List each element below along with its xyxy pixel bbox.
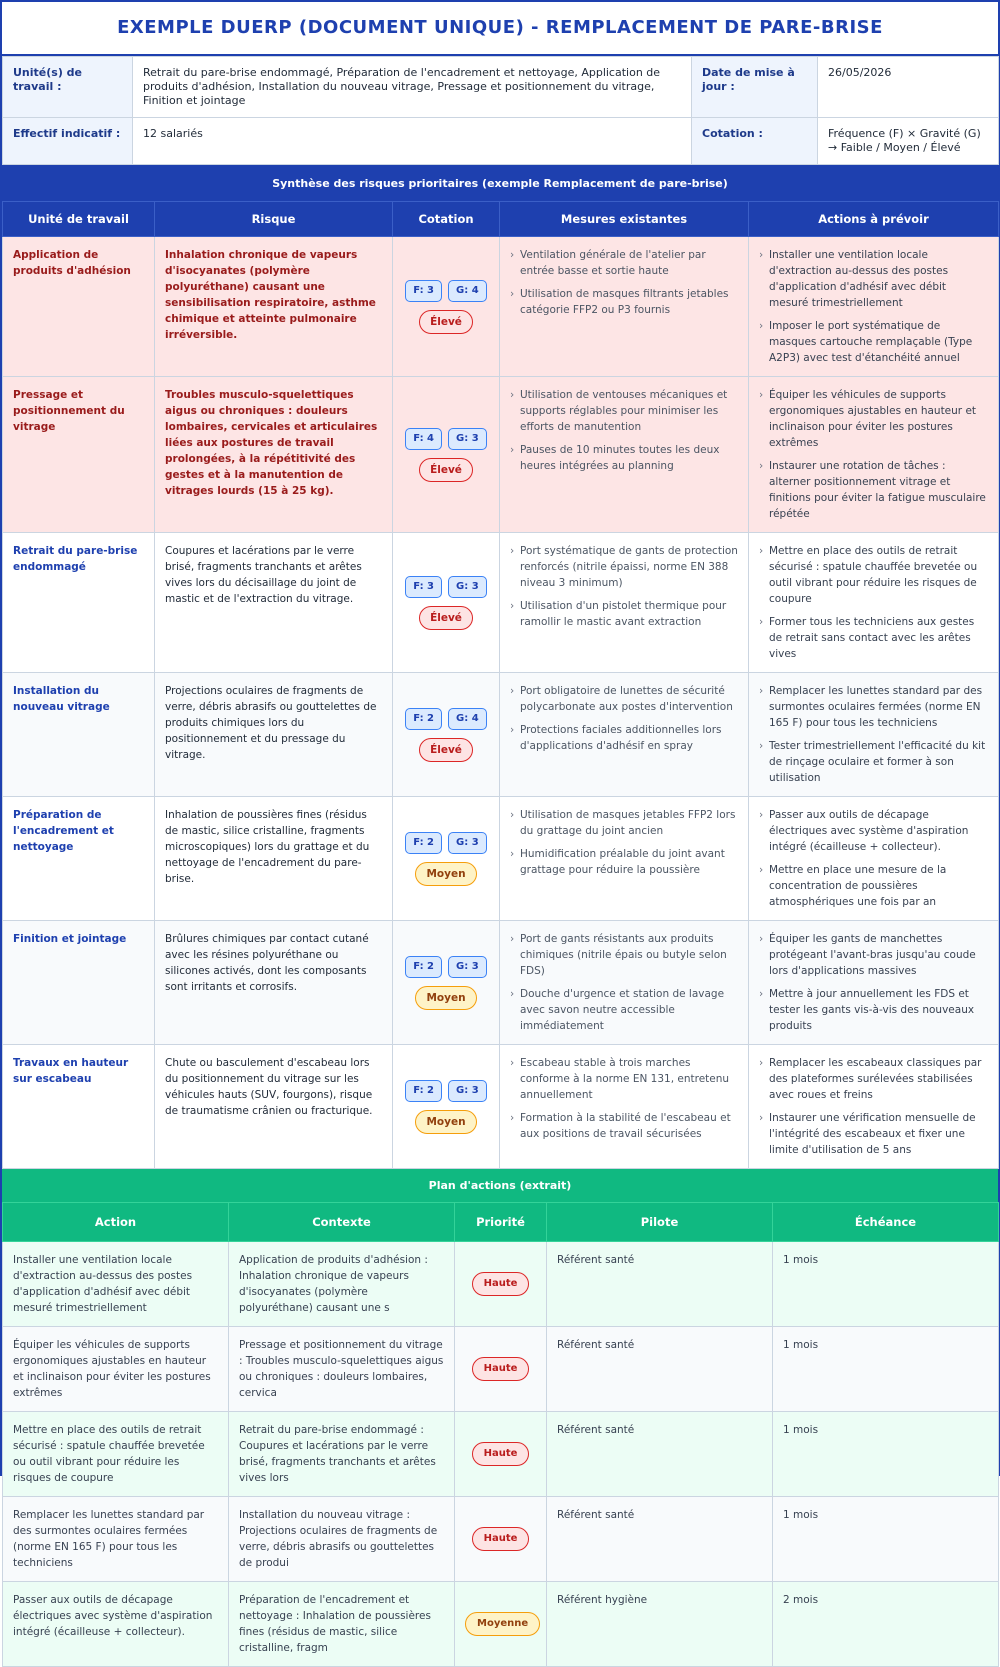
risk-actions [749, 921, 999, 1045]
plan-context: Pressage et positionnement du vitrage : Troubles musculo-squelettiques aigus ou chroniques : douleurs lombaires, cervica [229, 1327, 455, 1412]
plan-row [3, 1242, 999, 1327]
actions-item: › Former tous les techniciens aux gestes de retrait sans contact avec les arêtes vives [759, 614, 988, 662]
risk-unit: Finition et jointage [3, 921, 155, 1045]
measures-item: › Escabeau stable à trois marches conforme à la norme EN 131, entretenu annuellement [510, 1055, 738, 1103]
measures-item: › Ventilation générale de l'atelier par entrée basse et sortie haute [510, 247, 738, 279]
risk-description: Inhalation chronique de vapeurs d'isocyanates (polymère polyuréthane) causant une sensibilisation respiratoire, asthme chimique et atteinte pulmonaire irréversible. [155, 237, 393, 377]
risk-actions [749, 673, 999, 797]
risk-row [3, 673, 999, 797]
measures-list [510, 807, 738, 878]
risk-unit: Application de produits d'adhésion [3, 237, 155, 377]
risk-actions [749, 237, 999, 377]
fg-pills [399, 832, 493, 854]
actions-item: › Mettre à jour annuellement les FDS et tester les gants vis-à-vis des nouveaux produits [759, 986, 988, 1034]
plan-due: 1 mois [773, 1327, 999, 1412]
synthese-section-title: Synthèse des risques prioritaires (exemple Remplacement de pare-brise) [2, 165, 998, 201]
cotation-value: Fréquence (F) × Gravité (G) → Faible / Moyen / Élevé [818, 118, 999, 165]
actions-item: › Instaurer une vérification mensuelle de l'intégrité des escabeaux et fixer une limite d'utilisation de 5 ans [759, 1110, 988, 1158]
risk-header-unit: Unité de travail [3, 202, 155, 237]
fg-pills [399, 576, 493, 598]
plan-row [3, 1497, 999, 1582]
risk-measures [500, 673, 749, 797]
risk-actions [749, 797, 999, 921]
gravity-pill: G: 4 [448, 708, 487, 730]
risk-measures [500, 1045, 749, 1169]
plan-action: Équiper les véhicules de supports ergonomiques ajustables en hauteur et inclinaison pour éviter les postures extrêmes [3, 1327, 229, 1412]
date-label: Date de mise à jour : [692, 57, 818, 118]
gravity-pill: G: 3 [448, 956, 487, 978]
measures-list [510, 247, 738, 318]
plan-priority [455, 1327, 547, 1412]
plan-header-due: Échéance [773, 1203, 999, 1242]
measures-item: › Utilisation de ventouses mécaniques et supports réglables pour minimiser les efforts de manutention [510, 387, 738, 435]
plan-pilot: Référent santé [547, 1242, 773, 1327]
actions-list [759, 387, 988, 522]
measures-item: › Protections faciales additionnelles lors d'applications d'adhésif en spray [510, 722, 738, 754]
plan-context: Retrait du pare-brise endommagé : Coupures et lacérations par le verre brisé, fragments tranchants et arêtes vives lors [229, 1412, 455, 1497]
measures-item: › Humidification préalable du joint avant grattage pour réduire la poussière [510, 846, 738, 878]
risk-actions [749, 533, 999, 673]
actions-item: › Passer aux outils de décapage électriques avec système d'aspiration intégré (écailleuse + collecteur). [759, 807, 988, 855]
measures-item: › Port obligatoire de lunettes de sécurité polycarbonate aux postes d'intervention [510, 683, 738, 715]
actions-list [759, 1055, 988, 1158]
plan-action: Mettre en place des outils de retrait sécurisé : spatule chauffée brevetée ou outil vibrant pour réduire les risques de coupure [3, 1412, 229, 1497]
risk-cotation [393, 921, 500, 1045]
measures-item: › Pauses de 10 minutes toutes les deux heures intégrées au planning [510, 442, 738, 474]
risk-description: Projections oculaires de fragments de verre, débris abrasifs ou gouttelettes de produits chimiques lors du positionnement et du pressage du vitrage. [155, 673, 393, 797]
fg-pills [399, 956, 493, 978]
risk-cotation [393, 237, 500, 377]
risk-row [3, 921, 999, 1045]
fg-pills [399, 1080, 493, 1102]
actions-list [759, 247, 988, 366]
measures-item: › Formation à la stabilité de l'escabeau et aux positions de travail sécurisées [510, 1110, 738, 1142]
risk-measures [500, 921, 749, 1045]
measures-list [510, 1055, 738, 1142]
gravity-pill: G: 3 [448, 428, 487, 450]
gravity-pill: G: 4 [448, 280, 487, 302]
priority-badge: Haute [472, 1527, 530, 1551]
action-plan-table [2, 1202, 999, 1667]
risk-header-actions: Actions à prévoir [749, 202, 999, 237]
plan-row [3, 1582, 999, 1667]
measures-item: › Utilisation de masques jetables FFP2 lors du grattage du joint ancien [510, 807, 738, 839]
plan-header-context: Contexte [229, 1203, 455, 1242]
actions-item: › Mettre en place des outils de retrait sécurisé : spatule chauffée brevetée ou outil vibrant pour réduire les risques de coupure [759, 543, 988, 607]
priority-badge: Haute [472, 1272, 530, 1296]
risk-row [3, 533, 999, 673]
plan-pilot: Référent santé [547, 1497, 773, 1582]
fg-pills [399, 708, 493, 730]
actions-list [759, 931, 988, 1034]
fg-pills [399, 428, 493, 450]
gravity-pill: G: 3 [448, 576, 487, 598]
plan-due: 1 mois [773, 1412, 999, 1497]
risk-unit: Préparation de l'encadrement et nettoyage [3, 797, 155, 921]
measures-list [510, 683, 738, 754]
plan-context: Application de produits d'adhésion : Inhalation chronique de vapeurs d'isocyanates (polymère polyuréthane) causant une s [229, 1242, 455, 1327]
risk-description: Chute ou basculement d'escabeau lors du positionnement du vitrage sur les véhicules hauts (SUV, fourgons), risque de traumatisme crânien ou fracturique. [155, 1045, 393, 1169]
frequency-pill: F: 2 [405, 708, 442, 730]
units-value: Retrait du pare-brise endommagé, Préparation de l'encadrement et nettoyage, Application de produits d'adhésion, Installation du nouveau vitrage, Pressage et positionnement du vitrage, Finition et jointage [133, 57, 692, 118]
risk-row [3, 797, 999, 921]
risk-measures [500, 533, 749, 673]
actions-item: › Tester trimestriellement l'efficacité du kit de rinçage oculaire et former à son utilisation [759, 738, 988, 786]
actions-list [759, 543, 988, 662]
actions-item: › Remplacer les escabeaux classiques par des plateformes surélevées stabilisées avec roues et freins [759, 1055, 988, 1103]
plan-action: Remplacer les lunettes standard par des surmontes oculaires fermées (norme EN 165 F) pour tous les techniciens [3, 1497, 229, 1582]
risk-cotation [393, 1045, 500, 1169]
plan-header-priority: Priorité [455, 1203, 547, 1242]
fg-pills [399, 280, 493, 302]
risk-cotation [393, 673, 500, 797]
gravity-pill: G: 3 [448, 1080, 487, 1102]
risk-measures [500, 377, 749, 533]
measures-item: › Port systématique de gants de protection renforcés (nitrile épaissi, norme EN 388 niveau 3 minimum) [510, 543, 738, 591]
risk-level-badge: Élevé [419, 606, 473, 630]
plan-pilot: Référent santé [547, 1412, 773, 1497]
risk-level-badge: Élevé [419, 310, 473, 334]
risk-actions [749, 377, 999, 533]
risk-table [2, 201, 999, 1169]
plan-priority [455, 1497, 547, 1582]
measures-item: › Utilisation de masques filtrants jetables catégorie FFP2 ou P3 fournis [510, 286, 738, 318]
measures-item: › Douche d'urgence et station de lavage avec savon neutre accessible immédiatement [510, 986, 738, 1034]
actions-list [759, 807, 988, 910]
risk-level-badge: Moyen [415, 862, 476, 886]
priority-badge: Haute [472, 1442, 530, 1466]
plan-row [3, 1327, 999, 1412]
risk-unit: Installation du nouveau vitrage [3, 673, 155, 797]
risk-header-measures: Mesures existantes [500, 202, 749, 237]
measures-list [510, 387, 738, 474]
risk-cotation [393, 377, 500, 533]
plan-due: 2 mois [773, 1582, 999, 1667]
plan-action: Passer aux outils de décapage électriques avec système d'aspiration intégré (écailleuse + collecteur). [3, 1582, 229, 1667]
risk-measures [500, 237, 749, 377]
frequency-pill: F: 2 [405, 1080, 442, 1102]
actions-item: › Mettre en place une mesure de la concentration de poussières atmosphériques une fois par an [759, 862, 988, 910]
plan-row [3, 1412, 999, 1497]
risk-measures [500, 797, 749, 921]
risk-unit: Pressage et positionnement du vitrage [3, 377, 155, 533]
date-value: 26/05/2026 [818, 57, 999, 118]
plan-pilot: Référent hygiène [547, 1582, 773, 1667]
risk-level-badge: Moyen [415, 1110, 476, 1134]
risk-level-badge: Élevé [419, 458, 473, 482]
info-table [2, 56, 999, 165]
risk-row [3, 237, 999, 377]
risk-row [3, 1045, 999, 1169]
risk-unit: Travaux en hauteur sur escabeau [3, 1045, 155, 1169]
risk-description: Coupures et lacérations par le verre brisé, fragments tranchants et arêtes vives lors du décisaillage du joint de mastic et de l'extraction du vitrage. [155, 533, 393, 673]
effectif-value: 12 salariés [133, 118, 692, 165]
actions-item: › Remplacer les lunettes standard par des surmontes oculaires fermées (norme EN 165 F) pour tous les techniciens [759, 683, 988, 731]
plan-context: Préparation de l'encadrement et nettoyage : Inhalation de poussières fines (résidus de mastic, silice cristalline, fragm [229, 1582, 455, 1667]
risk-cotation [393, 797, 500, 921]
actions-item: › Imposer le port systématique de masques cartouche remplaçable (Type A2P3) avec test d'étanchéité annuel [759, 318, 988, 366]
plan-header-action: Action [3, 1203, 229, 1242]
priority-badge: Moyenne [465, 1612, 540, 1636]
gravity-pill: G: 3 [448, 832, 487, 854]
measures-item: › Utilisation d'un pistolet thermique pour ramollir le mastic avant extraction [510, 598, 738, 630]
risk-level-badge: Élevé [419, 738, 473, 762]
risk-level-badge: Moyen [415, 986, 476, 1010]
plan-context: Installation du nouveau vitrage : Projections oculaires de fragments de verre, débris abrasifs ou gouttelettes de produi [229, 1497, 455, 1582]
risk-actions [749, 1045, 999, 1169]
units-label: Unité(s) de travail : [3, 57, 133, 118]
risk-unit: Retrait du pare-brise endommagé [3, 533, 155, 673]
risk-header-risk: Risque [155, 202, 393, 237]
frequency-pill: F: 2 [405, 956, 442, 978]
plan-due: 1 mois [773, 1497, 999, 1582]
actions-item: › Équiper les gants de manchettes protégeant l'avant-bras jusqu'au coude lors d'applications massives [759, 931, 988, 979]
frequency-pill: F: 2 [405, 832, 442, 854]
actions-list [759, 683, 988, 786]
actions-item: › Installer une ventilation locale d'extraction au-dessus des postes d'application d'adhésif avec débit mesuré trimestriellement [759, 247, 988, 311]
frequency-pill: F: 3 [405, 280, 442, 302]
plan-section-title: Plan d'actions (extrait) [2, 1169, 998, 1202]
plan-pilot: Référent santé [547, 1327, 773, 1412]
measures-list [510, 931, 738, 1034]
document-title: EXEMPLE DUERP (DOCUMENT UNIQUE) - REMPLACEMENT DE PARE-BRISE [2, 2, 998, 56]
risk-description: Troubles musculo-squelettiques aigus ou chroniques : douleurs lombaires, cervicales et articulaires liées aux postures de travail prolongées, à la répétitivité des gestes et à la manutention de vitrages lourds (15 à 25 kg). [155, 377, 393, 533]
risk-header-cotation: Cotation [393, 202, 500, 237]
plan-header-pilot: Pilote [547, 1203, 773, 1242]
risk-description: Brûlures chimiques par contact cutané avec les résines polyuréthane ou silicones activés, dont les composants sont irritants et corrosifs. [155, 921, 393, 1045]
risk-cotation [393, 533, 500, 673]
plan-due: 1 mois [773, 1242, 999, 1327]
measures-item: › Port de gants résistants aux produits chimiques (nitrile épais ou butyle selon FDS) [510, 931, 738, 979]
plan-priority [455, 1412, 547, 1497]
cotation-label: Cotation : [692, 118, 818, 165]
actions-item: › Instaurer une rotation de tâches : alterner positionnement vitrage et finitions pour éviter la fatigue musculaire répétée [759, 458, 988, 522]
priority-badge: Haute [472, 1357, 530, 1381]
risk-row [3, 377, 999, 533]
frequency-pill: F: 3 [405, 576, 442, 598]
risk-description: Inhalation de poussières fines (résidus de mastic, silice cristalline, fragments microscopiques) lors du grattage et du nettoyage de l'encadrement du pare-brise. [155, 797, 393, 921]
frequency-pill: F: 4 [405, 428, 442, 450]
actions-item: › Équiper les véhicules de supports ergonomiques ajustables en hauteur et inclinaison pour éviter les postures extrêmes [759, 387, 988, 451]
plan-priority [455, 1582, 547, 1667]
plan-action: Installer une ventilation locale d'extraction au-dessus des postes d'application d'adhésif avec débit mesuré trimestriellement [3, 1242, 229, 1327]
measures-list [510, 543, 738, 630]
effectif-label: Effectif indicatif : [3, 118, 133, 165]
plan-priority [455, 1242, 547, 1327]
